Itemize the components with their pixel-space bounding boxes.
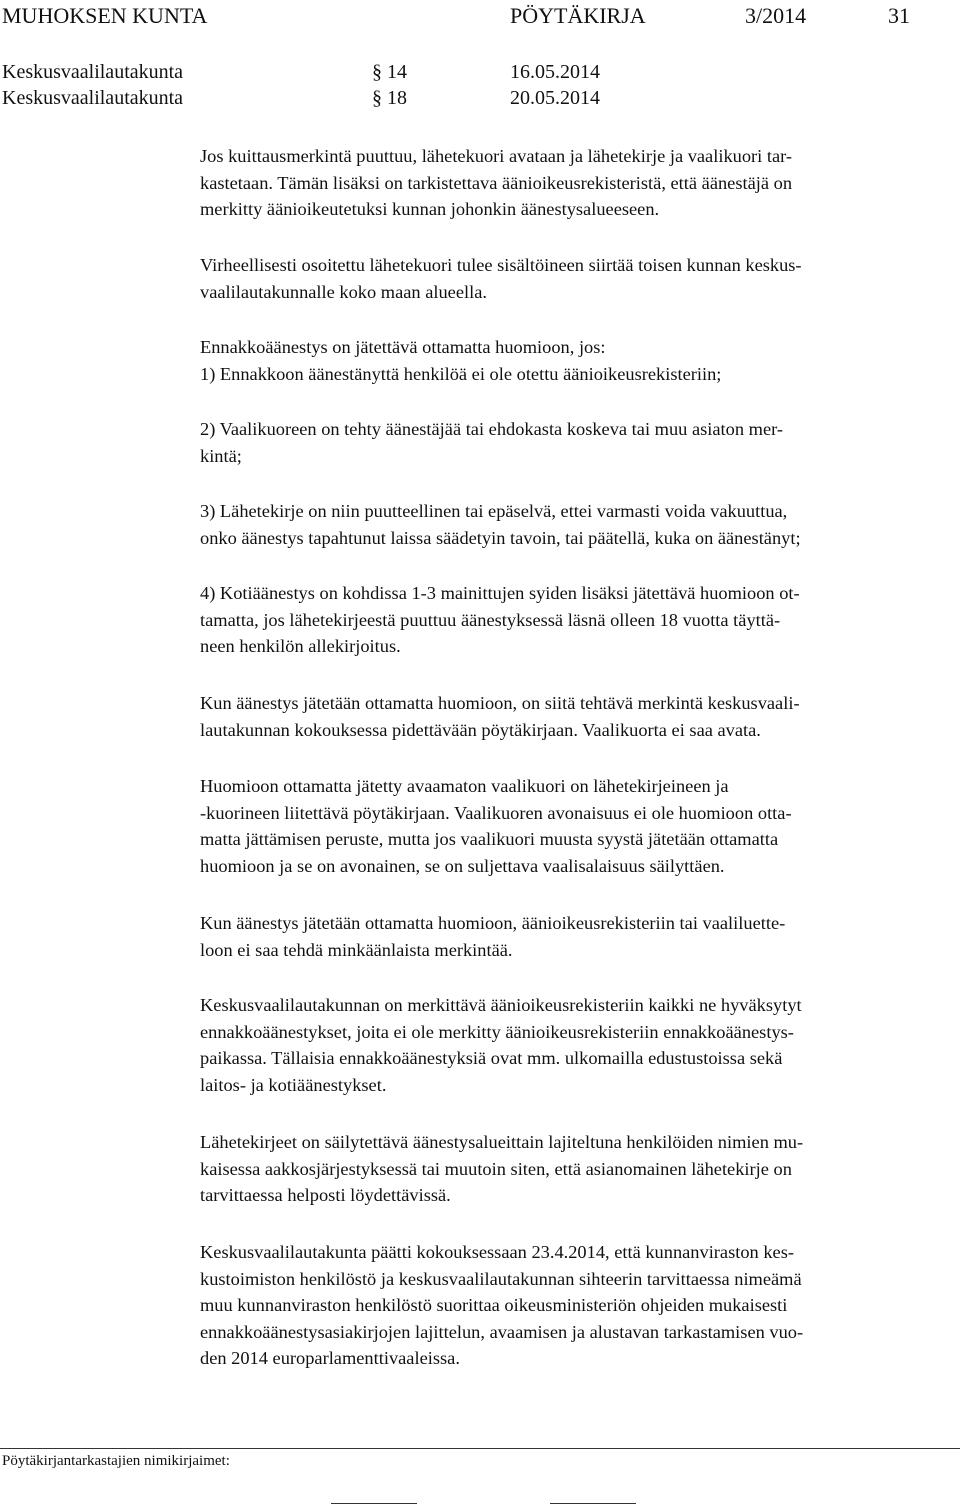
text-line: tamatta, jos lähetekirjeestä puuttuu äänestyksessä läsnä olleen 18 vuotta täyttä- xyxy=(200,609,781,630)
text-line: Huomioon ottamatta jätetty avaamaton vaalikuori on lähetekirjeineen ja xyxy=(200,776,729,796)
paragraph xyxy=(200,992,802,1098)
footer-divider xyxy=(0,1448,960,1449)
initials-signature-line xyxy=(331,1503,417,1504)
text-line: merkitty äänioikeutetuksi kunnan johonkin äänestysalueeseen. xyxy=(200,199,660,220)
text-line: vaalilautakunnalle koko maan alueella. xyxy=(200,281,487,302)
text-line: huomioon ja se on avonainen, se on suljettava vaalisalaisuus säilyttäen. xyxy=(200,855,725,876)
paragraph xyxy=(200,252,802,305)
paragraph xyxy=(200,690,800,743)
meta-section: § 14 xyxy=(372,61,407,83)
text-line: Lähetekirjeet on säilytettävä äänestysalueittain lajiteltuna henkilöiden nimien mu- xyxy=(200,1132,804,1152)
document-issue: 3/2014 xyxy=(745,3,807,28)
paragraph xyxy=(200,498,801,551)
paragraph xyxy=(200,334,721,387)
page-number: 31 xyxy=(888,3,910,28)
text-line: den 2014 europarlamenttivaaleissa. xyxy=(200,1348,460,1369)
text-line: Keskusvaalilautakunnan on merkittävä äänioikeusrekisteriin kaikki ne hyväksytyt xyxy=(200,995,802,1015)
meta-body-name: Keskusvaalilautakunta xyxy=(2,87,184,109)
text-line: tarvittaessa helposti löydettävissä. xyxy=(200,1185,451,1206)
text-line: neen henkilön allekirjoitus. xyxy=(200,636,401,657)
text-line: -kuorineen liitettävä pöytäkirjaan. Vaalikuoren avonaisuus ei ole huomioon otta- xyxy=(200,802,792,823)
paragraph xyxy=(200,580,800,660)
text-line: Jos kuittausmerkintä puuttuu, lähetekuori avataan ja lähetekirje ja vaalikuori tar- xyxy=(200,146,793,166)
text-line: ennakkoäänestysasiakirjojen lajittelun, avaamisen ja alustavan tarkastamisen vuo- xyxy=(200,1321,804,1342)
text-line: Kun äänestys jätetään ottamatta huomioon, äänioikeusrekisteriin tai vaaliluette- xyxy=(200,913,786,933)
initials-signature-line xyxy=(550,1503,636,1504)
meta-section: § 18 xyxy=(372,87,407,109)
paragraph xyxy=(200,416,783,469)
text-line: kintä; xyxy=(200,445,242,466)
paragraph xyxy=(200,773,792,879)
text-line: matta jättämisen peruste, mutta jos vaalikuori muusta syystä jätetään ottamatta xyxy=(200,829,779,850)
text-line: 3) Lähetekirje on niin puutteellinen tai epäselvä, ettei varmasti voida vakuuttua, xyxy=(200,501,788,521)
text-line: loon ei saa tehdä minkäänlaista merkintää. xyxy=(200,939,513,960)
text-line: onko äänestys tapahtunut laissa säädetyin tavoin, tai päätellä, kuka on äänestänyt; xyxy=(200,527,801,548)
text-line: kaisessa aakkosjärjestyksessä tai muutoin siten, että asianomainen lähetekirje on xyxy=(200,1158,792,1179)
text-line: 2) Vaalikuoreen on tehty äänestäjää tai ehdokasta koskeva tai muu asiaton mer- xyxy=(200,419,783,439)
meta-body-name: Keskusvaalilautakunta xyxy=(2,61,184,83)
meta-date: 16.05.2014 xyxy=(510,61,600,83)
text-line: kastetaan. Tämän lisäksi on tarkistettava äänioikeusrekisteristä, että äänestäjä on xyxy=(200,172,793,193)
text-line: lautakunnan kokouksessa pidettävään pöytäkirjaan. Vaalikuorta ei saa avata. xyxy=(200,719,761,740)
paragraph xyxy=(200,1239,803,1372)
text-line: paikassa. Tällaisia ennakkoäänestyksiä ovat mm. ulkomailla edustustoissa sekä xyxy=(200,1048,783,1069)
text-line: kustoimiston henkilöstö ja keskusvaalilautakunnan sihteerin tarvittaessa nimeämä xyxy=(200,1268,802,1289)
paragraph xyxy=(200,1129,803,1209)
paragraph xyxy=(200,910,785,963)
text-line: ennakkoäänestykset, joita ei ole merkitty äänioikeusrekisteriin ennakkoäänestys- xyxy=(200,1021,794,1042)
text-line: 1) Ennakkoon äänestänyttä henkilöä ei ole otettu äänioikeusrekisteriin; xyxy=(200,363,722,384)
paragraph xyxy=(200,143,792,223)
meta-date: 20.05.2014 xyxy=(510,87,600,109)
text-line: muu kunnanviraston henkilöstö suorittaa oikeusministeriön ohjeiden mukaisesti xyxy=(200,1295,788,1316)
text-line: Kun äänestys jätetään ottamatta huomioon, on siitä tehtävä merkintä keskusvaali- xyxy=(200,693,800,713)
footer-initials-label: Pöytäkirjantarkastajien nimikirjaimet: xyxy=(2,1453,230,1469)
document-type: PÖYTÄKIRJA xyxy=(510,3,646,28)
text-line: Keskusvaalilautakunta päätti kokouksessaan 23.4.2014, että kunnanviraston kes- xyxy=(200,1242,794,1262)
municipality-name: MUHOKSEN KUNTA xyxy=(2,3,208,28)
text-line: Virheellisesti osoitettu lähetekuori tulee sisältöineen siirtää toisen kunnan keskus- xyxy=(200,255,802,275)
text-line: laitos- ja kotiäänestykset. xyxy=(200,1074,387,1095)
text-line: 4) Kotiäänestys on kohdissa 1-3 mainittujen syiden lisäksi jätettävä huomioon ot- xyxy=(200,583,800,603)
text-line: Ennakkoäänestys on jätettävä ottamatta huomioon, jos: xyxy=(200,337,606,357)
